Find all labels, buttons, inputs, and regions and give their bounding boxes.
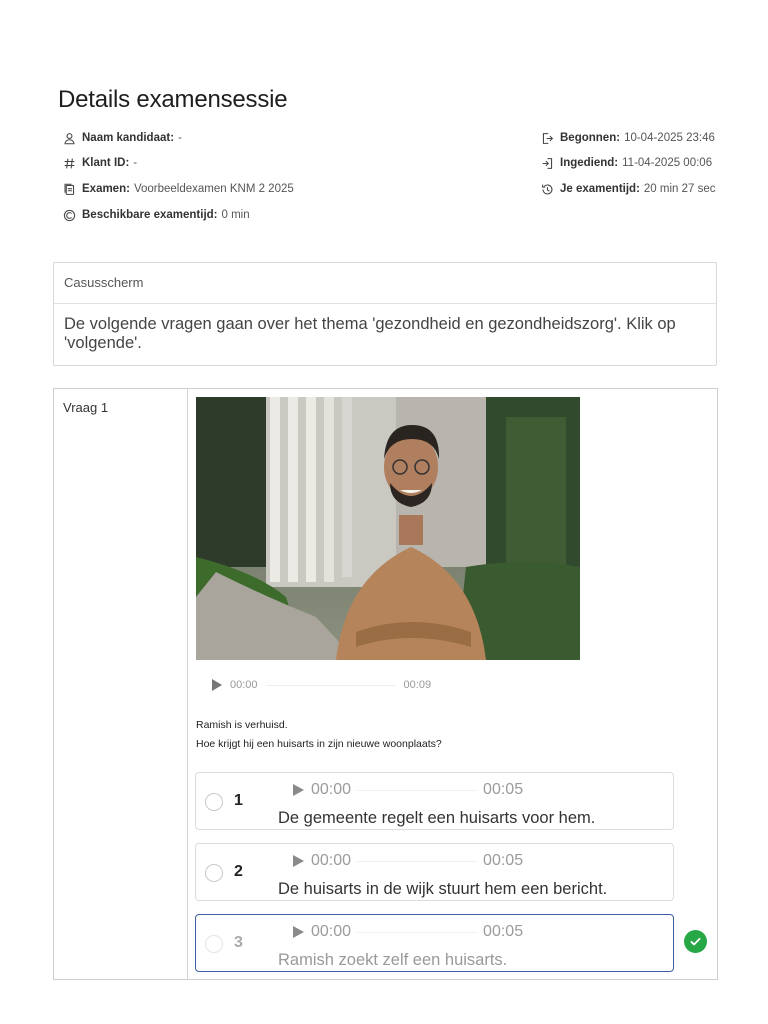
meta-label: Je examentijd: [560,183,640,195]
meta-exam [62,182,294,196]
audio-progress-track[interactable] [266,685,396,686]
audio-progress-track[interactable] [357,790,477,791]
option-text: De gemeente regelt een huisarts voor hem. [278,809,596,827]
meta-label: Ingediend: [560,157,619,169]
question-text-line: Ramish is verhuisd. [196,719,288,731]
audio-current-time: 00:00 [311,923,352,940]
answer-option-1[interactable] [195,772,674,830]
play-icon[interactable] [293,784,304,796]
meta-available-time [62,208,250,222]
question-text-line: Hoe krijgt hij een huisarts in zijn nieuwe woonplaats? [196,738,442,750]
question-text [196,716,442,754]
meta-label: Beschikbare examentijd: [82,209,218,221]
meta-started [540,131,715,145]
column-divider [187,389,188,979]
meta-value: - [178,132,182,144]
audio-duration: 00:05 [483,781,524,798]
meta-value: 10-04-2025 23:46 [624,132,715,144]
audio-duration: 00:05 [483,852,524,869]
meta-client-id [62,156,137,170]
started-icon [540,131,554,145]
meta-label: Klant ID: [82,157,130,169]
history-icon [540,182,554,196]
meta-value: 11-04-2025 00:06 [622,157,713,169]
play-icon[interactable] [212,679,222,691]
meta-value: 20 min 27 sec [643,183,716,195]
audio-progress-track[interactable] [357,861,477,862]
option-number: 3 [234,934,243,951]
option-audio-player[interactable] [293,923,523,941]
question-panel [53,388,718,980]
meta-candidate-name [62,131,182,145]
option-audio-player[interactable] [293,781,523,799]
meta-label: Naam kandidaat: [82,132,175,144]
case-text: De volgende vragen gaan over het thema 'gezondheid en gezondheidszorg'. Klik op 'volgende'. [64,315,676,352]
question-label: Vraag 1 [63,400,109,415]
page-title: Details examensessie [58,86,288,113]
option-text: De huisarts in de wijk stuurt hem een bericht. [278,880,608,898]
radio-button[interactable] [205,935,223,953]
meta-label: Begonnen: [560,132,621,144]
clock-icon [62,208,76,222]
audio-current-time: 00:00 [311,852,352,869]
hash-icon [62,156,76,170]
meta-value: 0 min [221,209,250,221]
option-audio-player[interactable] [293,852,523,870]
option-number: 1 [234,792,243,809]
radio-button[interactable] [205,793,223,811]
audio-current-time: 00:00 [311,781,352,798]
option-number: 2 [234,863,243,880]
meta-submitted [540,156,712,170]
meta-value: Voorbeeldexamen KNM 2 2025 [133,183,294,195]
meta-exam-time [540,182,716,196]
play-icon[interactable] [293,926,304,938]
case-card [53,262,717,366]
submitted-icon [540,156,554,170]
play-icon[interactable] [293,855,304,867]
audio-duration: 00:05 [483,923,524,940]
audio-current-time: 00:00 [230,679,258,691]
answer-option-2[interactable] [195,843,674,901]
audio-duration: 00:09 [403,679,432,691]
question-photo [196,397,580,660]
meta-value: - [133,157,138,169]
option-text: Ramish zoekt zelf een huisarts. [278,951,508,969]
radio-button[interactable] [205,864,223,882]
user-icon [62,131,76,145]
meta-label: Examen: [82,183,130,195]
case-header: Casusscherm [54,263,716,304]
question-audio-player[interactable] [212,679,431,691]
audio-progress-track[interactable] [357,932,477,933]
exam-document-icon [62,182,76,196]
answer-option-3[interactable] [195,914,674,972]
correct-check-icon [684,930,707,953]
